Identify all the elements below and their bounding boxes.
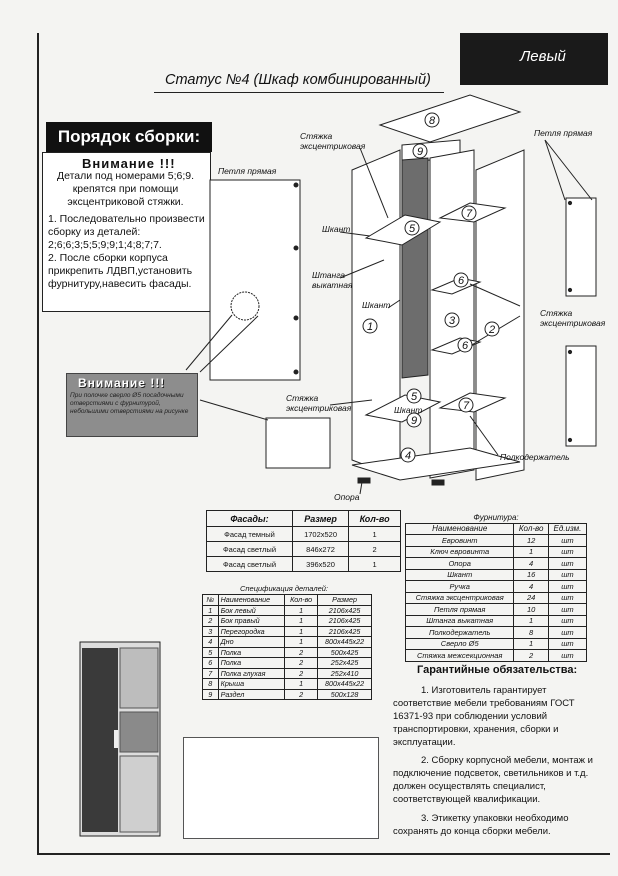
label-stjazhka-top: Стяжка эксцентриковая xyxy=(300,131,366,151)
right-door-lower xyxy=(566,346,596,446)
assembly-step-2: 2. После сборки корпуса прикрепить ЛДВП,установить фурнитуру,навесить фасады. xyxy=(48,252,193,290)
part-label-7-bottom: 7 xyxy=(462,400,470,412)
table-row: Шкант 16 шт xyxy=(406,569,587,581)
warranty-p2: 2. Сборку корпусной мебели, монтаж и подключение подсветок, светильников и т.д. должен осуществлять специалист, соответствующей квалификации. xyxy=(393,755,593,805)
attention2-text: При полочке сверло Ø5 посадочными отверстиями с фурнитурой, небольшими отверстиями на рисунке xyxy=(70,392,189,415)
right-door-upper xyxy=(566,198,596,296)
part-label-5-bottom: 5 xyxy=(410,391,418,403)
table-row: Фасад светлый 396х520 1 xyxy=(207,557,401,572)
part-label-9-bottom: 9 xyxy=(410,415,418,427)
label-stjazhka-right: Стяжка эксцентриковая xyxy=(540,308,606,328)
facades-size-header: Размер xyxy=(292,511,348,527)
part-label-9-top: 9 xyxy=(416,146,424,158)
part-label-6-top: 6 xyxy=(457,275,465,287)
table-row: Ключ евровинта 1 шт xyxy=(406,546,587,558)
label-shkant-3: Шкант xyxy=(394,405,423,415)
part-label-2: 2 xyxy=(488,324,496,336)
small-door-panel xyxy=(266,418,330,468)
warranty-p1: 1. Изготовитель гарантирует соответствие мебели требованиям ГОСТ 16371-93 при соблюдении условий транспортировки, хранения, сборки и эксплуатации. xyxy=(393,685,575,748)
assembly-order-heading: Порядок сборки: xyxy=(46,122,212,152)
table-row: Ручка 4 шт xyxy=(406,581,587,593)
header-side-label: Левый xyxy=(520,48,566,65)
warranty-title: Гарантийные обязательства: xyxy=(417,664,578,676)
spec-caption: Спецификация деталей: xyxy=(240,584,329,593)
roof-panel xyxy=(380,95,520,142)
table-row: Фасад светлый 846х272 2 xyxy=(207,542,401,557)
table-row: 7 Полка глухая 2 252х410 xyxy=(203,668,372,679)
table-row: 5 Полка 2 500х425 xyxy=(203,647,372,658)
table-row: 1 Бок левый 1 2106х425 xyxy=(203,605,372,616)
part-label-4: 4 xyxy=(404,450,412,462)
right-side-panel xyxy=(476,150,524,480)
facades-table xyxy=(206,510,401,572)
label-petlja-right: Петля прямая xyxy=(534,128,593,138)
part-label-7-top: 7 xyxy=(465,208,473,220)
hardware-table xyxy=(405,512,587,662)
label-shkant-2: Шкант xyxy=(362,300,391,310)
part-label-3: 3 xyxy=(448,315,456,327)
warranty-p3: 3. Этикетку упаковки необходимо сохранять до конца сборки мебели. xyxy=(393,813,569,837)
part-label-6-bottom: 6 xyxy=(461,340,469,352)
table-row: Евровинт 12 шт xyxy=(406,535,587,547)
label-petlja-left: Петля прямая xyxy=(218,166,277,176)
hardware-qty-header: Кол-во xyxy=(514,523,548,535)
facades-header: Фасады: xyxy=(207,511,293,527)
label-shtanga: Штанга выкатная xyxy=(312,270,353,290)
spec-table xyxy=(202,594,372,700)
label-placeholder-box xyxy=(183,737,379,839)
facades-qty-header: Кол-во xyxy=(349,511,401,527)
table-row: Полкодержатель 8 шт xyxy=(406,627,587,639)
label-polkoderzhatel: Полкодержатель xyxy=(500,452,570,462)
spec-name-header: Наименование xyxy=(218,595,285,606)
table-row: Штанга выкатная 1 шт xyxy=(406,615,587,627)
table-row: Стяжка межсекционная 2 шт xyxy=(406,650,587,662)
attention-title: Внимание !!! xyxy=(82,156,176,171)
table-row: 3 Перегородка 1 2106х425 xyxy=(203,626,372,637)
table-row: Фасад темный 1702х520 1 xyxy=(207,527,401,542)
label-shkant-1: Шкант xyxy=(322,224,351,234)
hardware-name-header: Наименование xyxy=(406,523,514,535)
page-title: Статус №4 (Шкаф комбинированный) xyxy=(165,72,431,88)
spec-size-header: Размер xyxy=(318,595,372,606)
spec-qty-header: Кол-во xyxy=(285,595,318,606)
hardware-unit-header: Ед.изм. xyxy=(548,523,586,535)
assembly-step-1: 1. Последовательно произвести сборку из деталей: 2;6;6;3;5;5;9;9;1;4;8;7;7. xyxy=(48,213,205,251)
table-row: Опора 4 шт xyxy=(406,558,587,570)
table-row: Петля прямая 10 шт xyxy=(406,604,587,616)
table-row: 2 Бок правый 1 2106х425 xyxy=(203,616,372,627)
table-row: 8 Крыша 1 800х445х22 xyxy=(203,679,372,690)
table-row: 4 Дно 1 800х445х22 xyxy=(203,637,372,648)
part-label-5-top: 5 xyxy=(408,223,416,235)
cabinet-thumbnail xyxy=(70,640,166,840)
spec-num-header: № xyxy=(203,595,219,606)
table-row: Стяжка эксцентриковая 24 шт xyxy=(406,592,587,604)
part-label-8: 8 xyxy=(428,115,436,127)
table-row: 9 Раздел 2 500х128 xyxy=(203,689,372,700)
left-side-panel xyxy=(352,150,400,478)
label-opora: Опора xyxy=(334,492,360,502)
table-row: 6 Полка 2 252х425 xyxy=(203,658,372,669)
attention2-title: Внимание !!! xyxy=(78,376,166,390)
label-stjazhka-bottom: Стяжка эксцентриковая xyxy=(286,393,352,413)
table-row: Сверло Ø5 1 шт xyxy=(406,638,587,650)
attention-text: Детали под номерами 5;6;9. крепятся при помощи эксцентриковой стяжки. xyxy=(56,170,195,208)
part-label-1: 1 xyxy=(366,321,374,333)
hardware-caption: Фурнитура: xyxy=(473,512,519,522)
